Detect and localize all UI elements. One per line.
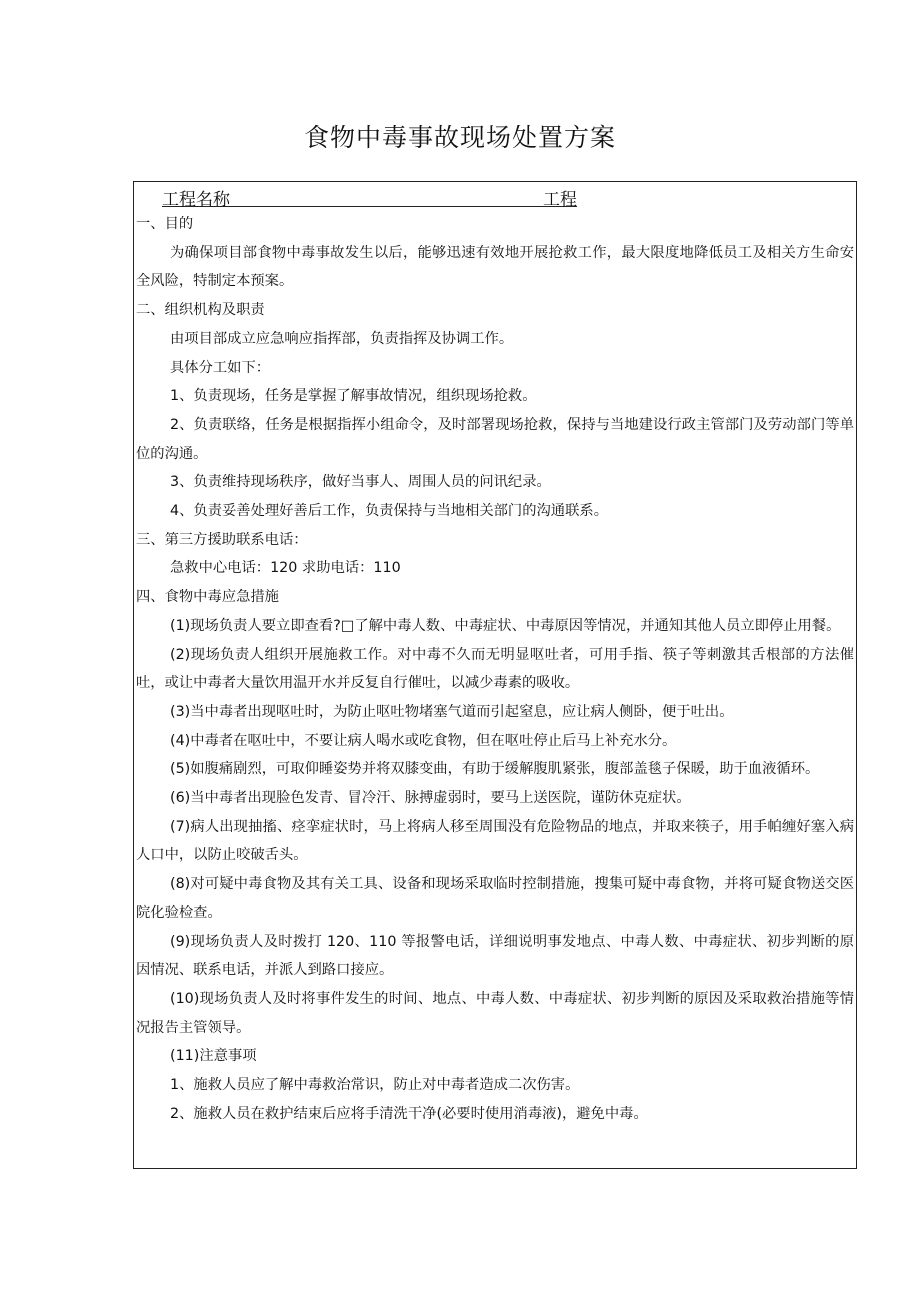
body-paragraph: 2、施救人员在救护结束后应将手清洗干净(必要时使用消毒液)，避免中毒。 xyxy=(170,1105,648,1122)
body-paragraph: (6)当中毒者出现脸色发青、冒冷汗、脉搏虚弱时，要马上送医院，谨防休克症状。 xyxy=(170,790,691,807)
body-paragraph: 2、负责联络，任务是根据指挥小组命令，及时部署现场抢救，保持与当地建设行政主管部门及劳动部门等单位的沟通。 xyxy=(136,416,854,462)
body-paragraph: 急救中心电话：120 求助电话：110 xyxy=(170,560,401,577)
section-heading: 二、组织机构及职责 xyxy=(136,302,265,319)
project-label: 工程 xyxy=(543,190,577,210)
body-paragraph: (5)如腹痛剧烈，可取仰睡姿势并将双膝变曲，有助于缓解腹肌紧张，腹部盖毯子保暖，助于血液循环。 xyxy=(170,761,820,778)
body-paragraph: (4)中毒者在呕吐中，不要让病人喝水或吃食物，但在呕吐停止后马上补充水分。 xyxy=(170,732,677,749)
document-title: 食物中毒事故现场处置方案 xyxy=(303,123,616,152)
body-paragraph: (3)当中毒者出现呕吐时，为防止呕吐物堵塞气道而引起窒息，应让病人侧卧，便于吐出。 xyxy=(170,703,734,720)
project-name-label: 工程名称 xyxy=(162,190,230,210)
body-paragraph: 3、负责维持现场秩序，做好当事人、周围人员的问讯纪录。 xyxy=(170,474,551,491)
section-heading: 三、第三方援助联系电话： xyxy=(136,531,308,548)
body-paragraph: (1)现场负责人要立即查看?□了解中毒人数、中毒症状、中毒原因等情况，并通知其他人员立即停止用餐。 xyxy=(170,617,841,634)
body-paragraph: (2)现场负责人组织开展施救工作。对中毒不久而无明显呕吐者，可用手指、筷子等刺激其舌根部的方法催吐，或让中毒者大量饮用温开水并反复自行催吐，以减少毒素的吸收。 xyxy=(136,646,854,692)
body-paragraph: (10)现场负责人及时将事件发生的时间、地点、中毒人数、中毒症状、初步判断的原因及采取救治措施等情况报告主管领导。 xyxy=(136,990,854,1036)
project-name-row xyxy=(162,184,577,210)
body-paragraph: 4、负责妥善处理好善后工作，负责保持与当地相关部门的沟通联系。 xyxy=(170,503,608,520)
body-paragraph: (11)注意事项 xyxy=(170,1048,257,1065)
body-paragraph: 1、负责现场，任务是掌握了解事故情况，组织现场抢救。 xyxy=(170,388,537,405)
content-table xyxy=(133,181,857,1169)
section-heading: 四、食物中毒应急措施 xyxy=(136,589,279,606)
body-paragraph: (7)病人出现抽搐、痉挛症状时，马上将病人移至周围没有危险物品的地点，并取来筷子，用手帕缠好塞入病人口中，以防止咬破舌头。 xyxy=(136,818,854,864)
body-paragraph: (9)现场负责人及时拨打 120、110 等报警电话，详细说明事发地点、中毒人数、中毒症状、初步判断的原因情况、联系电话，并派人到路口接应。 xyxy=(136,933,854,979)
plan-body xyxy=(136,210,854,1129)
body-paragraph: 具体分工如下： xyxy=(170,359,271,376)
body-paragraph: 由项目部成立应急响应指挥部，负责指挥及协调工作。 xyxy=(170,330,514,347)
body-paragraph: 为确保项目部食物中毒事故发生以后，能够迅速有效地开展抢救工作，最大限度地降低员工及相关方生命安全风险，特制定本预案。 xyxy=(136,244,854,290)
body-paragraph: 1、施救人员应了解中毒救治常识，防止对中毒者造成二次伤害。 xyxy=(170,1077,580,1094)
section-heading: 一、目的 xyxy=(136,216,194,232)
body-paragraph: (8)对可疑中毒食物及其有关工具、设备和现场采取临时控制措施，搜集可疑中毒食物，并将可疑食物送交医院化验检查。 xyxy=(136,876,854,921)
